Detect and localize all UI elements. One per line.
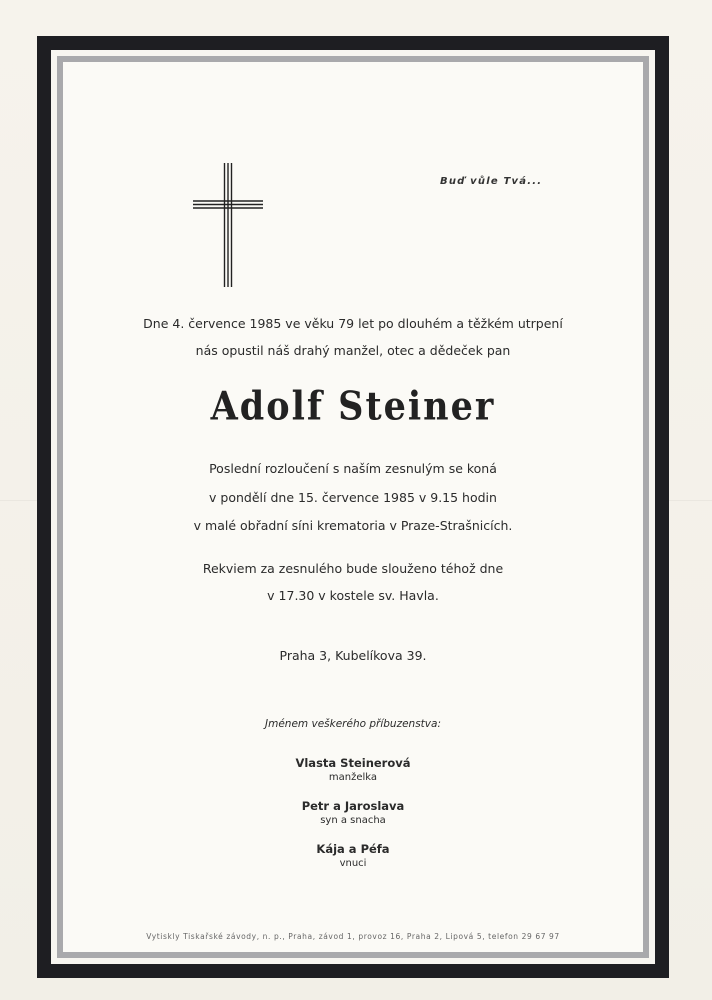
deceased-name: Adolf Steiner xyxy=(210,383,496,430)
announcement-line-1: Dne 4. července 1985 ve věku 79 let po dlouhém a těžkém utrpení xyxy=(143,316,563,331)
relative-name: Vlasta Steinerová xyxy=(295,756,411,770)
farewell-line-3: v malé obřadní síni krematoria v Praze-Strašnicích. xyxy=(193,518,513,533)
requiem-line-2: v 17.30 v kostele sv. Havla. xyxy=(267,588,439,603)
motto: Buď vůle Tvá... xyxy=(440,176,543,187)
relative-role: syn a snacha xyxy=(320,815,386,826)
address: Praha 3, Kubelíkova 39. xyxy=(279,648,427,663)
relative-name: Petr a Jaroslava xyxy=(301,799,405,813)
printer-imprint: Vytiskly Tiskařské závody, n. p., Praha, závod 1, provoz 16, Praha 2, Lipová 5, telefon 29 67 97 xyxy=(146,932,560,941)
requiem-line-1: Rekviem za zesnulého bude slouženo téhož dne xyxy=(202,561,504,576)
farewell-line-1: Poslední rozloučení s naším zesnulým se koná xyxy=(209,461,497,476)
latin-cross-icon xyxy=(193,163,263,287)
relative-role: vnuci xyxy=(339,858,367,869)
announcement-line-2: nás opustil náš drahý manžel, otec a dědeček pan xyxy=(195,343,511,358)
farewell-line-2: v pondělí dne 15. července 1985 v 9.15 hodin xyxy=(209,490,497,505)
family-intro: Jménem veškerého příbuzenstva: xyxy=(265,718,441,730)
relative-name: Kája a Péfa xyxy=(316,842,390,856)
relative-role: manželka xyxy=(328,772,378,783)
